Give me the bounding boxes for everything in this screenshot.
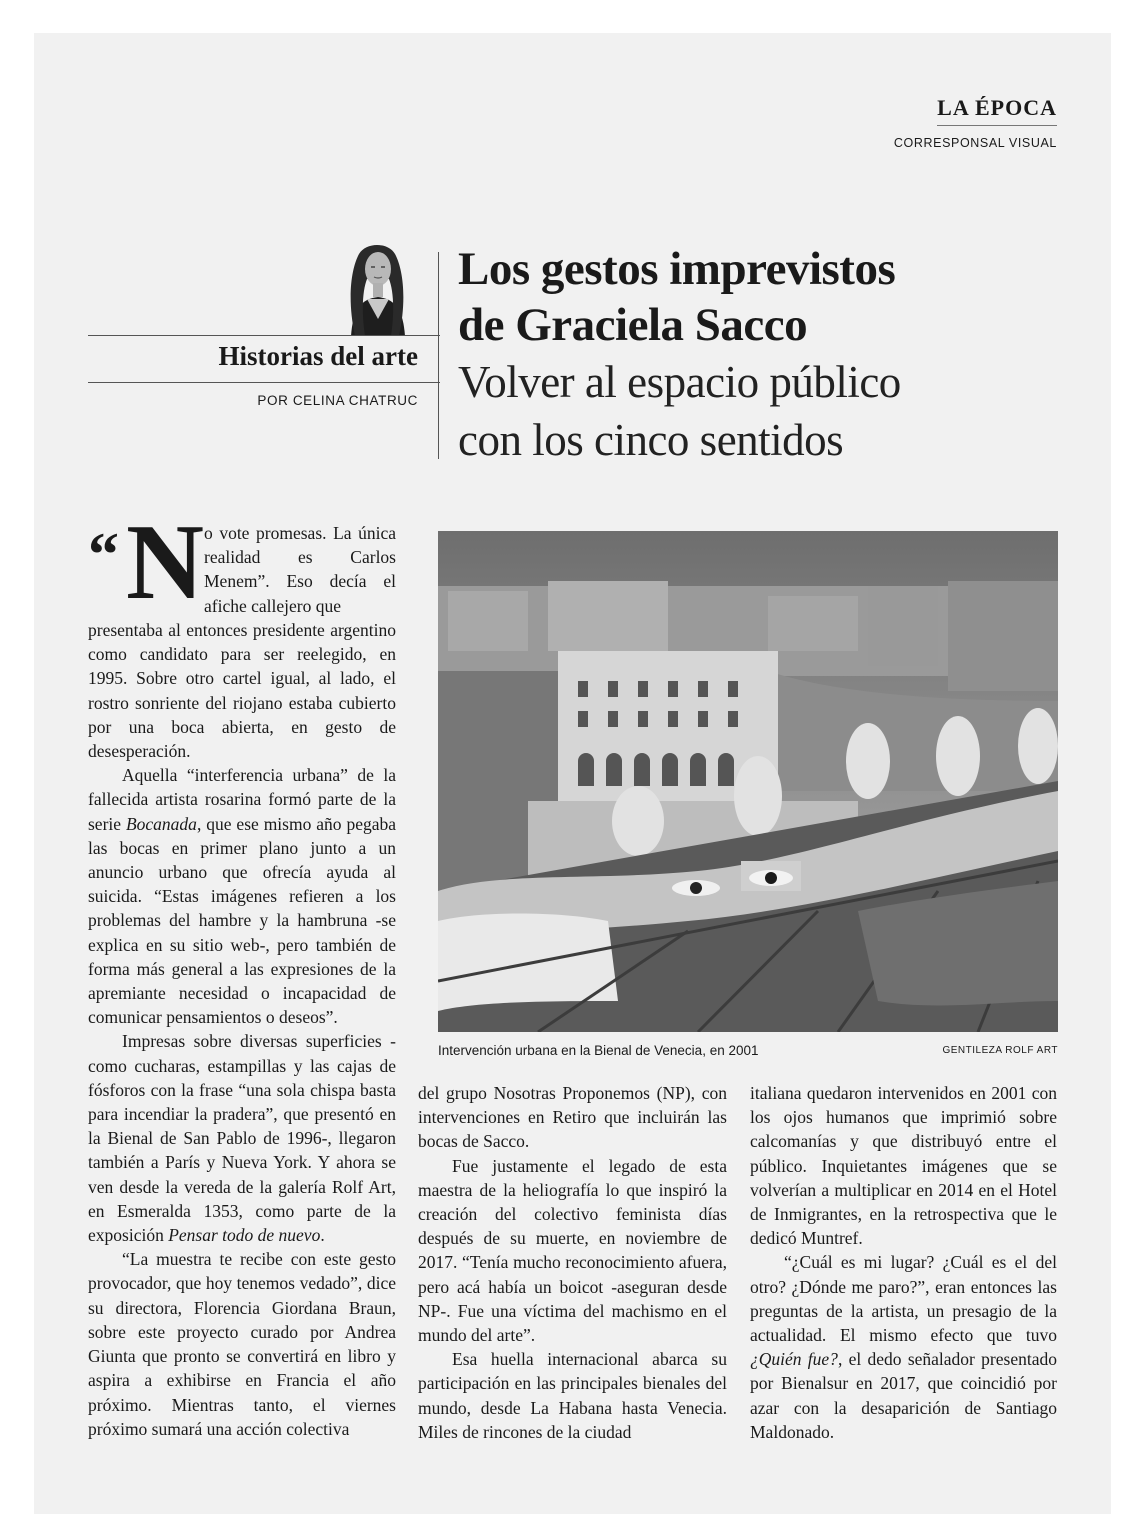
article-column-3 <box>750 1081 1057 1444</box>
page-sheet <box>34 33 1111 1514</box>
author-portrait <box>333 239 423 336</box>
article-photo <box>438 531 1058 1032</box>
lede-paragraph: presentaba al entonces presidente argentino como candidato para ser reelegido, en 1995. Sobre otro cartel igual, al lado, el rostro sonriente del riojano estaba cubierto por una boca abierta, en gesto de desesperación. <box>88 620 396 762</box>
drop-cap: N <box>126 503 204 622</box>
masthead <box>894 95 1057 150</box>
column-name: Historias del arte <box>218 341 418 371</box>
paragraph-5: del grupo Nosotras Proponemos (NP), con intervenciones en Retiro que incluirán las bocas de Sacco. <box>418 1083 727 1152</box>
headline-line-1: Los gestos imprevistos <box>458 243 896 295</box>
vertical-divider <box>438 252 439 459</box>
paragraph-6: Fue justamente el legado de esta maestra de la heliografía lo que inspiró la creación del colectivo feminista días después de su muerte, en noviembre de 2017. “Tenía mucho reconocimiento afuera, pero acá había un boicot -aseguran desde NP-. Fue una víctima del machismo en el mundo del arte”. <box>418 1155 727 1346</box>
lede-dropcap-block <box>88 503 396 622</box>
article-column-2 <box>418 1081 727 1444</box>
section-label: CORRESPONSAL VISUAL <box>893 136 1057 150</box>
column-rule-top <box>88 335 440 336</box>
artwork-title: Bocanada <box>125 813 197 834</box>
column-rule-bottom <box>88 382 440 383</box>
article-column-1 <box>88 503 396 1441</box>
subhead-line-1: Volver al espacio público <box>458 357 901 407</box>
headline <box>458 241 1078 353</box>
exhibition-title: Pensar todo de nuevo <box>168 1225 321 1246</box>
opening-quote-mark: “ <box>88 521 119 589</box>
paragraph-9: “¿Cuál es mi lugar? ¿Cuál es el del otro? ¿Dónde me paro?”, eran entonces las preguntas de la artista, un presagio de la actualidad. El mismo efecto que tuvo ¿Quién fue?, el dedo señalador presentado por Bienalsur en 2017, que coincidió por azar con la desaparición de Santiago Maldonado. <box>750 1252 1057 1442</box>
photo-caption: Intervención urbana en la Bienal de Venecia, en 2001 <box>438 1043 759 1058</box>
paragraph-8: italiana quedaron intervenidos en 2001 con los ojos humanos que imprimió sobre calcomanías y que distribuyó entre el público. Inquietantes imágenes que se volverían a multiplicar en 2014 en el Hotel de Inmigrantes, en la retrospectiva que le dedicó Muntref. <box>750 1083 1057 1249</box>
paragraph-3: Impresas sobre diversas superficies -como cucharas, estampillas y las cajas de fósforos con la frase “una sola chispa basta para incendiar la pradera”, que presentó en la Bienal de San Pablo de 1996-, llegaron también a París y Nueva York. Y ahora se ven desde la vereda de la galería Rolf Art, en Esmeralda 1353, como parte de la exposición Pensar todo de nuevo. <box>88 1031 396 1246</box>
headline-line-2: de Graciela Sacco <box>458 299 808 351</box>
photo-credit: GENTILEZA ROLF ART <box>942 1045 1058 1056</box>
paragraph-7: Esa huella internacional abarca su participación en las principales bienales del mundo, desde La Habana hasta Venecia. Miles de rincones de la ciudad <box>418 1349 727 1442</box>
paragraph-4: “La muestra te recibe con este gesto provocador, que hoy tenemos vedado”, dice su directora, Florencia Giordana Braun, sobre este proyecto curado por Andrea Giunta que pronto se convertirá en libro y aspira a exhibirse en Francia el año próximo. Mientras tanto, el viernes próximo sumará una acción colectiva <box>88 1249 396 1439</box>
subhead-line-2: con los cinco sentidos <box>458 415 844 465</box>
byline: POR CELINA CHATRUC <box>257 393 418 408</box>
paragraph-2: Aquella “interferencia urbana” de la fallecida artista rosarina formó parte de la serie Bocanada, que ese mismo año pegaba las bocas en primer plano junto a un anuncio urbano que ofrecía ayuda al suicida. “Estas imágenes refieren a los problemas del hambre y la hambruna -se explica en su sitio web-, pero también de forma más general a las expresiones de la apremiante necesidad o incapacidad de comunicar pensamientos o deseos”. <box>88 765 396 1028</box>
publication-title: LA ÉPOCA <box>937 95 1057 126</box>
lede-first-lines: o vote promesas. La única realidad es Carlos Menem”. Eso decía el afiche callejero que <box>204 523 396 616</box>
artwork-title-2: ¿Quién fue? <box>750 1349 838 1370</box>
subhead <box>458 353 1078 469</box>
photo-caption-row <box>438 1042 1058 1060</box>
